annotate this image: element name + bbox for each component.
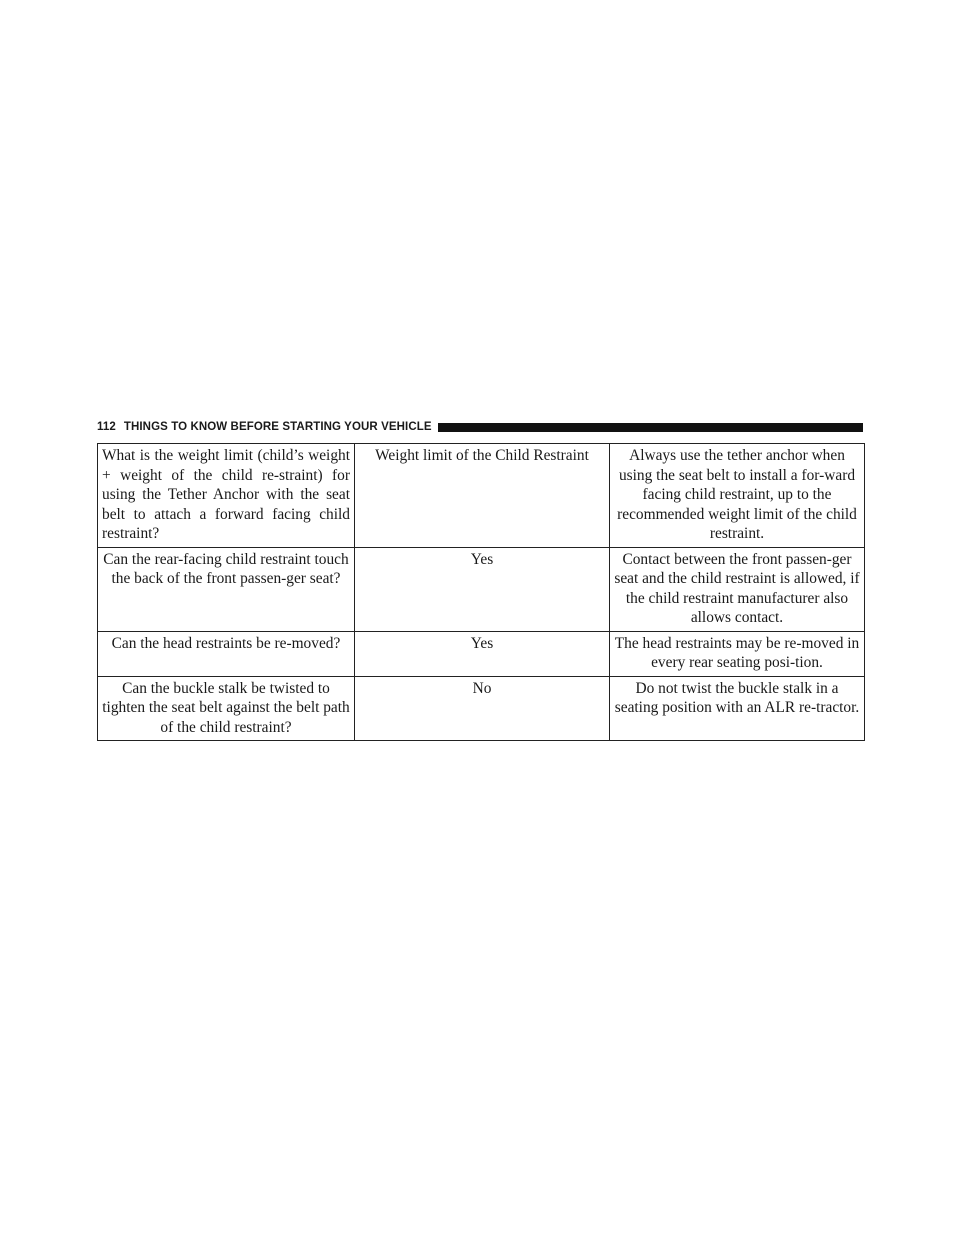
table-row [98, 444, 865, 548]
question-cell: Can the rear-facing child restraint touch the back of the front passen-ger seat? [98, 547, 355, 631]
answer-cell: Weight limit of the Child Restraint [355, 444, 610, 548]
question-cell: What is the weight limit (child’s weight + weight of the child re-straint) for using the Tether Anchor with the seat belt to attach a forward facing child restraint? [98, 444, 355, 548]
section-title: THINGS TO KNOW BEFORE STARTING YOUR VEHICLE [123, 421, 432, 433]
table-row [98, 631, 865, 676]
notes-cell: Contact between the front passen-ger seat and the child restraint is allowed, if the child restraint manufacturer also allows contact. [610, 547, 865, 631]
child-restraint-faq-table [97, 443, 865, 741]
answer-cell: Yes [355, 547, 610, 631]
question-cell: Can the buckle stalk be twisted to tighten the seat belt against the belt path of the child restraint? [98, 676, 355, 741]
question-cell: Can the head restraints be re-moved? [98, 631, 355, 676]
header-rule [438, 423, 863, 432]
notes-cell: Do not twist the buckle stalk in a seating position with an ALR re-tractor. [610, 676, 865, 741]
notes-cell: Always use the tether anchor when using the seat belt to install a for-ward facing child restraint, up to the recommended weight limit of the child restraint. [610, 444, 865, 548]
table-row [98, 676, 865, 741]
answer-cell: Yes [355, 631, 610, 676]
notes-cell: The head restraints may be re-moved in every rear seating posi-tion. [610, 631, 865, 676]
answer-cell: No [355, 676, 610, 741]
page-number: 112 [97, 421, 116, 433]
table-row [98, 547, 865, 631]
page-header [97, 417, 863, 437]
